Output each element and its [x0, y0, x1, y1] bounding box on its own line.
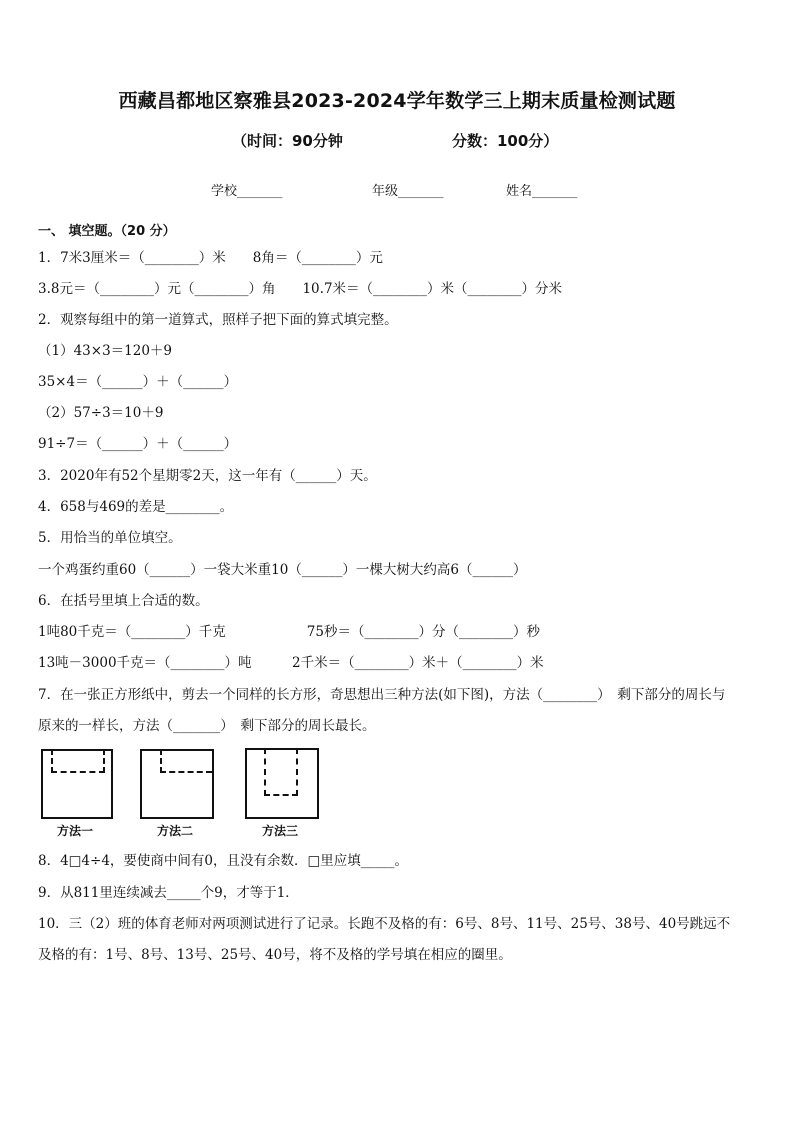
- question-6b: 13吨－3000千克＝（________）吨 2千米＝（________）米＋（________）米: [38, 655, 544, 671]
- cut-rectangle-2: [160, 749, 212, 773]
- figure-method-1: [41, 749, 113, 819]
- question-1b: 3.8元＝（________）元（________）角 10.7米＝（________）米（________）分米: [38, 281, 563, 297]
- question-7a: 7．在一张正方形纸中，剪去一个同样的长方形，奇思想出三种方法(如下图)，方法（________） 剩下部分的周长与: [38, 687, 726, 703]
- exam-time: （时间：90分钟: [232, 132, 343, 150]
- figure-label-3: 方法三: [261, 824, 298, 838]
- question-2: 2．观察每组中的第一道算式，照样子把下面的算式填完整。: [38, 312, 398, 328]
- figure-method-2: [140, 749, 214, 819]
- name-field: 姓名_______: [506, 184, 578, 199]
- question-6a: 1吨80千克＝（________）千克 75秒＝（________）分（________）秒: [38, 624, 540, 640]
- question-9: 9．从811里连续减去_____个9，才等于1．: [38, 885, 299, 901]
- question-2-blank-1: 35×4＝（______）＋（______）: [38, 374, 238, 390]
- figure-label-1: 方法一: [56, 824, 93, 838]
- figure-method-3: [245, 748, 319, 819]
- question-1a: 1．7米3厘米＝（________）米 8角＝（________）元: [38, 250, 383, 266]
- question-7b: 原来的一样长，方法（_______） 剩下部分的周长最长。: [38, 718, 376, 734]
- grade-field: 年级_______: [372, 184, 444, 199]
- question-2-example-2: （2）57÷3＝10＋9: [38, 405, 164, 421]
- section-heading: 一、 填空题。（20 分）: [38, 224, 176, 239]
- question-8: 8．4□4÷4，要使商中间有0，且没有余数．□里应填_____。: [38, 853, 409, 869]
- figure-label-2: 方法二: [156, 824, 193, 838]
- cut-rectangle-1: [51, 749, 105, 773]
- question-6: 6．在括号里填上合适的数。: [38, 593, 209, 609]
- question-2-blank-2: 91÷7＝（______）＋（______）: [38, 436, 238, 452]
- school-field: 学校_______: [211, 184, 283, 199]
- question-3: 3．2020年有52个星期零2天，这一年有（______）天。: [38, 468, 377, 484]
- exam-score: 分数：100分）: [452, 132, 559, 150]
- cut-rectangle-3: [264, 748, 298, 796]
- page-title: 西藏昌都地区察雅县2023-2024学年数学三上期末质量检测试题: [118, 90, 676, 112]
- question-2-example-1: （1）43×3＝120＋9: [38, 343, 173, 359]
- question-10b: 及格的有：1号、8号、13号、25号、40号，将不及格的学号填在相应的圈里。: [38, 947, 512, 963]
- question-4: 4．658与469的差是________。: [38, 499, 234, 515]
- question-5-blanks: 一个鸡蛋约重60（______）一袋大米重10（______）一棵大树大约高6（______）: [38, 562, 527, 578]
- question-10a: 10．三（2）班的体育老师对两项测试进行了记录。长跑不及格的有：6号、8号、11号、25号、38号、40号跳远不: [38, 916, 731, 932]
- question-5: 5．用恰当的单位填空。: [38, 530, 182, 546]
